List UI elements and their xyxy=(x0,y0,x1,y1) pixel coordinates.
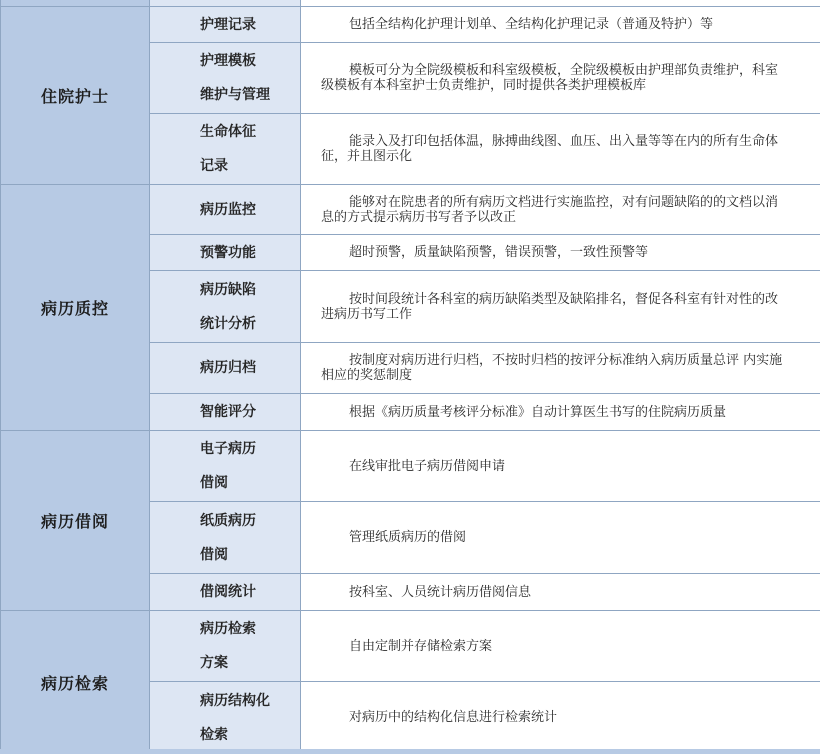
desc-cell: 模板可分为全院级模板和科室级模板，全院级模板由护理部负责维护，科室级模板有本科室护士负责维护，同时提供各类护理模板库 xyxy=(301,43,820,114)
desc-cell: 按科室、人员统计病历借阅信息 xyxy=(301,574,820,611)
desc-cell: 能够对在院患者的所有病历文档进行实施监控，对有问题缺陷的的文档以消息的方式提示病历书写者予以改正 xyxy=(301,185,820,235)
subitem-cell: 病历缺陷 统计分析 xyxy=(150,271,301,343)
category-cell: 住院护士 xyxy=(1,7,150,185)
subitem-cell: 病历监控 xyxy=(150,185,301,235)
desc-cell: 对病历中的结构化信息进行检索统计 xyxy=(301,682,820,754)
category-cell: 病历借阅 xyxy=(1,431,150,611)
table-row xyxy=(1,431,820,502)
subitem-cell: 护理模板 维护与管理 xyxy=(150,43,301,114)
category-cell: 病历质控 xyxy=(1,185,150,431)
table-row xyxy=(1,185,820,235)
subitem-cell: 预警功能 xyxy=(150,235,301,271)
desc-cell: 包括全结构化护理计划单、全结构化护理记录（普通及特护）等 xyxy=(301,7,820,43)
desc-cell: 在线审批电子病历借阅申请 xyxy=(301,431,820,502)
desc-cell: 能录入及打印包括体温，脉搏曲线图、血压、出入量等等在内的所有生命体征，并且图示化 xyxy=(301,114,820,185)
subitem-cell: 生命体征 记录 xyxy=(150,114,301,185)
subitem-cell: 护理记录 xyxy=(150,7,301,43)
subitem-cell: 病历检索 方案 xyxy=(150,611,301,682)
table-bottom-edge xyxy=(0,749,820,754)
desc-cell: 超时预警，质量缺陷预警，错误预警，一致性预警等 xyxy=(301,235,820,271)
subitem-cell: 纸质病历 借阅 xyxy=(150,502,301,574)
desc-cell: 管理纸质病历的借阅 xyxy=(301,502,820,574)
subitem-cell: 借阅统计 xyxy=(150,574,301,611)
table-row xyxy=(1,611,820,682)
category-cell: 病历检索 xyxy=(1,611,150,754)
desc-cell: 根据《病历质量考核评分标准》自动计算医生书写的住院病历质量 xyxy=(301,394,820,431)
desc-cell: 按制度对病历进行归档，不按时归档的按评分标准纳入病历质量总评 内实施相应的奖惩制度 xyxy=(301,343,820,394)
subitem-cell: 病历结构化 检索 xyxy=(150,682,301,754)
subitem-cell: 智能评分 xyxy=(150,394,301,431)
subitem-cell: 病历归档 xyxy=(150,343,301,394)
desc-cell: 自由定制并存储检索方案 xyxy=(301,611,820,682)
desc-cell: 按时间段统计各科室的病历缺陷类型及缺陷排名，督促各科室有针对性的改进病历书写工作 xyxy=(301,271,820,343)
table-row xyxy=(1,7,820,43)
subitem-cell: 电子病历 借阅 xyxy=(150,431,301,502)
